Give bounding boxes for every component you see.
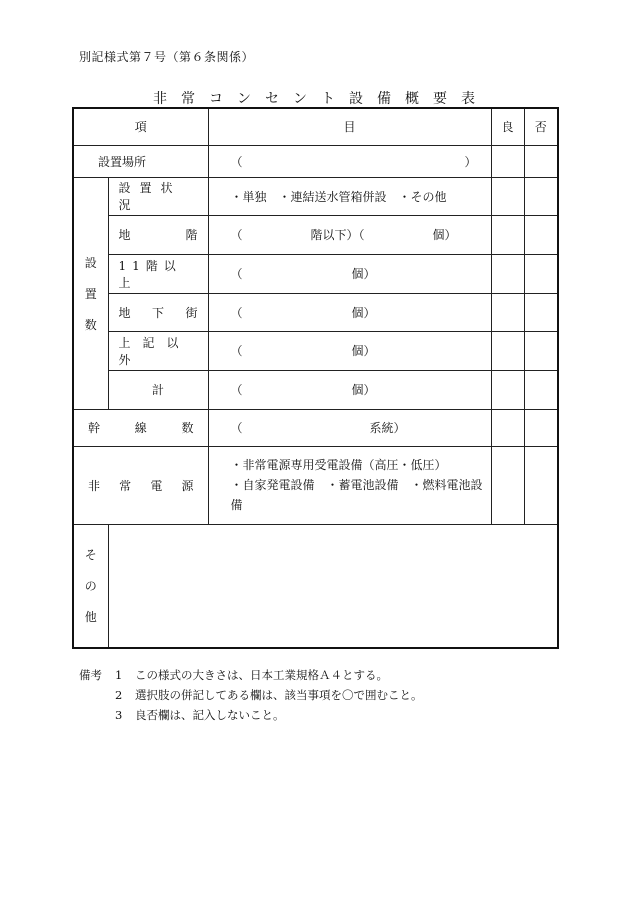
basement-label-text: 地 階: [118, 228, 198, 242]
floor11-close: 個）: [351, 267, 376, 281]
power-row: [73, 446, 558, 524]
summary-table: [72, 107, 559, 649]
trunk-value: [208, 409, 491, 446]
other-count-row: [73, 331, 558, 370]
note-number: 3: [115, 708, 123, 722]
install-count-char-2: 置: [84, 286, 97, 301]
note-text: 選択肢の併記してある欄は、該当事項を〇で囲むこと。: [135, 688, 423, 702]
total-value: [208, 370, 491, 409]
location-row: [73, 145, 558, 177]
notes: [79, 665, 423, 725]
total-close: 個）: [351, 383, 376, 397]
underground-bad-cell: [524, 293, 558, 331]
other-content: [108, 524, 558, 648]
location-bad-cell: [524, 145, 558, 177]
header-item: 項: [73, 108, 208, 145]
basement-value: [208, 215, 491, 254]
power-option-line1: ・非常電源専用受電設備（高圧・低圧）: [230, 458, 447, 472]
total-good-cell: [491, 370, 524, 409]
underground-open: （: [230, 305, 243, 320]
power-good-cell: [491, 446, 524, 524]
underground-close: 個）: [351, 305, 376, 320]
floor11-row: [73, 254, 558, 293]
underground-value: [208, 293, 491, 331]
status-label: [108, 177, 208, 215]
install-count-char-3: 数: [84, 317, 97, 332]
install-count-label: [74, 254, 108, 333]
floor11-open: （: [230, 267, 243, 281]
location-good-cell: [491, 145, 524, 177]
underground-label-text: 地 下 街: [118, 305, 198, 320]
trunk-good-cell: [491, 409, 524, 446]
form-reference: 別記様式第７号（第６条関係）: [79, 50, 255, 64]
floor11-label: [108, 254, 208, 293]
status-value-text: ・単独 ・連結送水管箱併設 ・その他: [230, 189, 447, 204]
status-good-cell: [491, 177, 524, 215]
floor11-bad-cell: [524, 254, 558, 293]
other-count-open: （: [230, 344, 243, 358]
other-count-label: [108, 331, 208, 370]
location-open: （: [230, 154, 243, 169]
underground-label: [108, 293, 208, 331]
total-bad-cell: [524, 370, 558, 409]
notes-head: 備考: [79, 668, 102, 682]
status-label-text: 設置状況: [118, 181, 182, 212]
location-label-text: 設置場所: [98, 154, 147, 169]
status-value: [208, 177, 491, 215]
other-count-bad-cell: [524, 331, 558, 370]
other-label: [73, 524, 108, 648]
trunk-label-text: 幹 線 数: [88, 421, 194, 435]
header-bad: 否: [524, 108, 558, 145]
other-count-good-cell: [491, 331, 524, 370]
other-count-value: [208, 331, 491, 370]
other-char-1: そ: [84, 548, 97, 563]
basement-close: 個）: [432, 228, 457, 242]
other-count-close: 個）: [351, 344, 376, 358]
other-row: [73, 524, 558, 648]
trunk-row: [73, 409, 558, 446]
note-number: 2: [115, 688, 123, 702]
install-count-char-1: 設: [84, 255, 97, 270]
status-bad-cell: [524, 177, 558, 215]
trunk-open: （: [230, 421, 243, 435]
power-value: [208, 446, 491, 524]
other-count-label-text: 上記以外: [118, 335, 191, 367]
trunk-close: 系統）: [369, 421, 406, 435]
note-number: 1: [115, 668, 123, 682]
basement-label: [108, 215, 208, 254]
power-label: [73, 446, 208, 524]
note-item: [79, 685, 423, 705]
header-good: 良: [491, 108, 524, 145]
location-label: [73, 145, 208, 177]
trunk-bad-cell: [524, 409, 558, 446]
basement-row: [73, 215, 558, 254]
other-char-3: 他: [84, 610, 97, 625]
header-content: 目: [208, 108, 491, 145]
floor11-good-cell: [491, 254, 524, 293]
trunk-label: [73, 409, 208, 446]
install-count-group: [73, 177, 108, 409]
underground-good-cell: [491, 293, 524, 331]
note-item: [79, 705, 423, 725]
basement-mid: 階以下）（: [310, 228, 365, 242]
total-open: （: [230, 383, 243, 397]
document-title: 非常コンセント設備概要表: [153, 91, 489, 107]
note-item: [79, 665, 423, 685]
floor11-label-text: 11階以上: [118, 258, 182, 290]
other-char-2: の: [84, 579, 97, 594]
underground-row: [73, 293, 558, 331]
basement-open: （: [230, 228, 243, 242]
header-row: [73, 108, 558, 145]
location-value: [208, 145, 491, 177]
power-label-text: 非 常 電 源: [88, 478, 194, 493]
other-label-text: [74, 546, 108, 625]
power-option-line2: ・自家発電設備 ・蓄電池設備 ・燃料電池設備: [230, 478, 483, 512]
total-label: 計: [108, 370, 208, 409]
floor11-value: [208, 254, 491, 293]
power-bad-cell: [524, 446, 558, 524]
total-row: [73, 370, 558, 409]
location-close: ）: [464, 154, 477, 169]
note-text: この様式の大きさは、日本工業規格Ａ４とする。: [135, 668, 388, 682]
status-row: [73, 177, 558, 215]
basement-bad-cell: [524, 215, 558, 254]
note-text: 良否欄は、記入しないこと。: [135, 708, 285, 722]
basement-good-cell: [491, 215, 524, 254]
